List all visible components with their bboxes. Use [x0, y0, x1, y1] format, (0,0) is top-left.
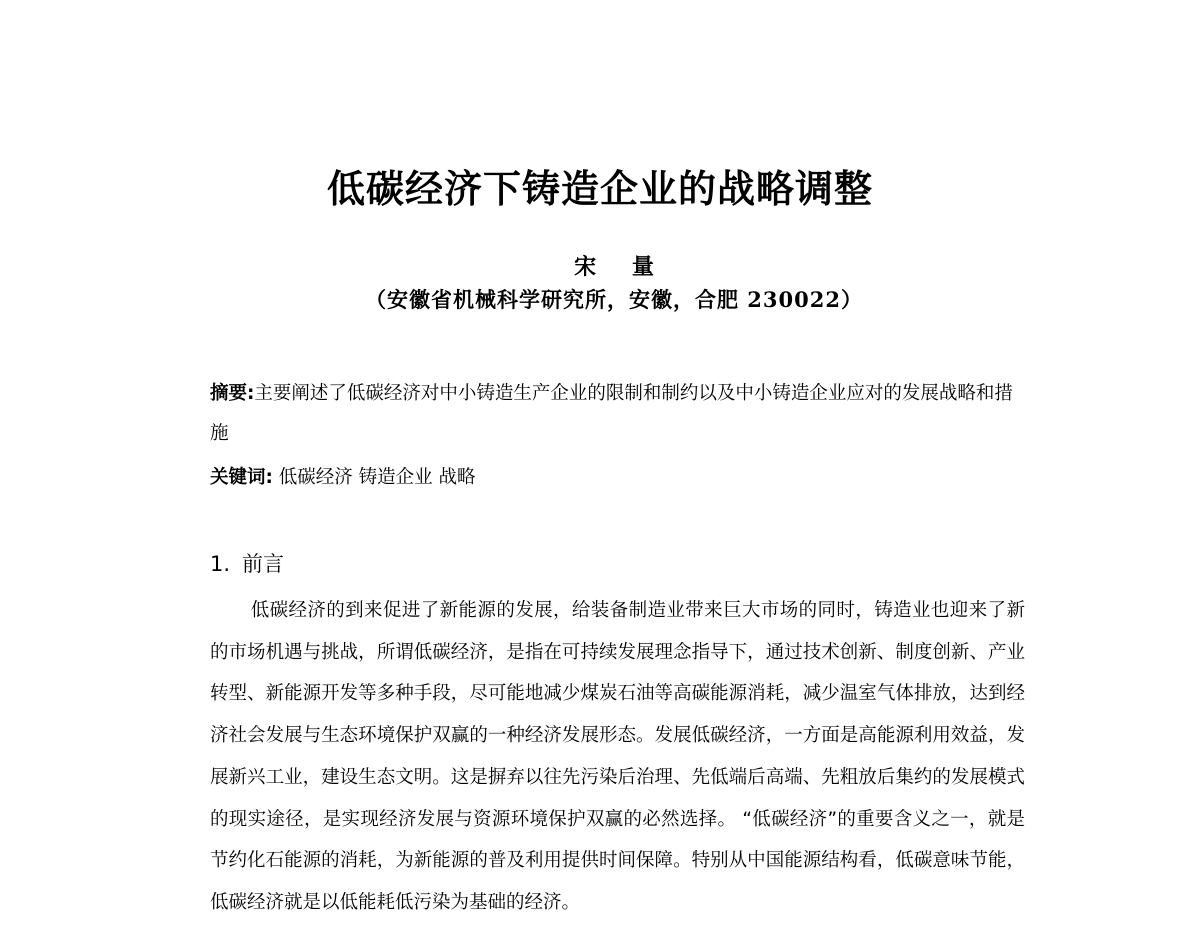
abstract	[210, 374, 1025, 454]
keywords-label: 关键词:	[210, 467, 273, 488]
author-affiliation: （安徽省机械科学研究所，安徽，合肥 230022）	[365, 287, 863, 312]
section-title: 前言	[242, 552, 285, 576]
abstract-label: 摘要:	[210, 383, 255, 404]
abstract-text: 主要阐述了低碳经济对中小铸造生产企业的限制和制约以及中小铸造企业应对的发展战略和措施	[210, 383, 1013, 444]
author-name: 宋 量	[574, 254, 656, 280]
body-paragraph: 低碳经济的到来促进了新能源的发展，给装备制造业带来巨大市场的同时，铸造业也迎来了新的市场机遇与挑战，所谓低碳经济，是指在可持续发展理念指导下，通过技术创新、制度创新、产业转型、新能源开发等多种手段，尽可能地减少煤炭石油等高碳能源消耗，减少温室气体排放，达到经济社会发展与生态环境保护双赢的一种经济发展形态。发展低碳经济，一方面是高能源利用效益，发展新兴工业，建设生态文明。这是摒弃以往先污染后治理、先低端后高端、先粗放后集约的发展模式的现实途径，是实现经济发展与资源环境保护双赢的必然选择。 “低碳经济”的重要含义之一，就是节约化石能源的消耗，为新能源的普及利用提供时间保障。特别从中国能源结构看，低碳意味节能，低碳经济就是以低能耗低污染为基础的经济。	[210, 600, 1025, 913]
keywords-text: 低碳经济 铸造企业 战略	[272, 467, 476, 488]
paper-title: 低碳经济下铸造企业的战略调整	[326, 167, 873, 211]
section-number: 1.	[210, 552, 231, 576]
keywords	[210, 460, 1025, 496]
section-heading	[210, 546, 284, 582]
